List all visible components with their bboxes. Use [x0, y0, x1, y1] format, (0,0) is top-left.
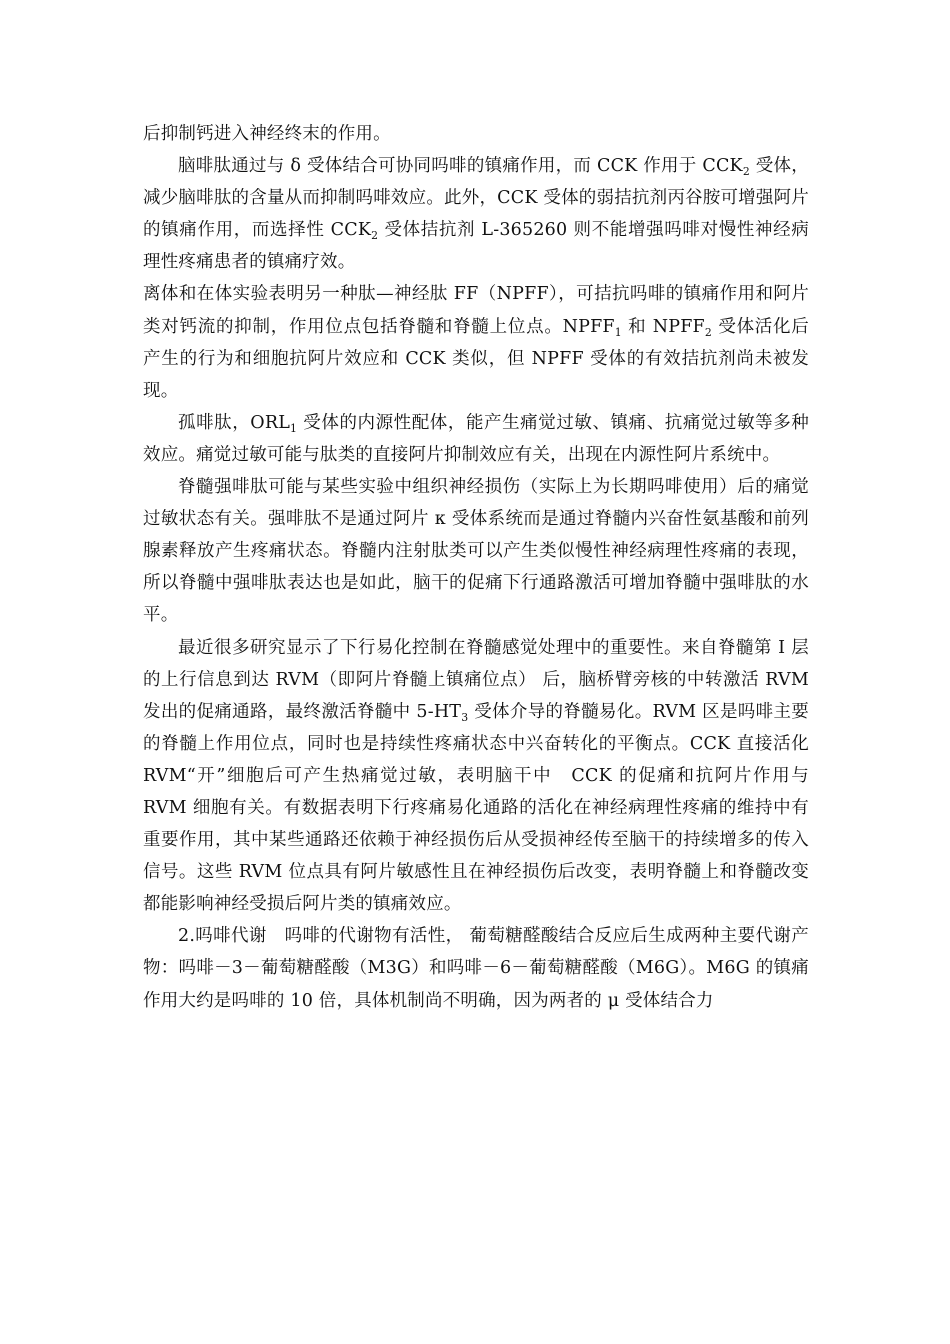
text-run: 后抑制钙进入神经终末的作用。 [143, 124, 391, 144]
subscript: 3 [461, 710, 469, 724]
subscript: 1 [290, 421, 298, 435]
text-run: 孤啡肽，ORL [178, 412, 291, 433]
subscript: 2 [704, 325, 713, 339]
text-run: 受体介导的脊髓易化。RVM 区是吗啡主要的脊髓上作用位点，同时也是持续性疼痛状态中兴奋转化的平衡点。CCK 直接活化 RVM“开”细胞后可产生热痛觉过敏，表明脑干中 CCK 的促痛和抗阿片作用与 RVM 细胞有关。有数据表明下行疼痛易化通路的活化在神经病理性疼痛的维持中有重要作用，其中某些通路还依赖于神经损伤后从受损神经传至脑干的持续增多的传入信号。这些 RVM 位点具有阿片敏感性且在神经损伤后改变，表明脊髓上和脊髓改变都能影响神经受损后阿片类的镇痛效应。 [143, 701, 810, 915]
text-run: 2.吗啡代谢 吗啡的代谢物有活性， 葡萄糖醛酸结合反应后生成两种主要代谢产物：吗啡－3－葡萄糖醛酸（M3G）和吗啡－6－葡萄糖醛酸（M6G）。M6G 的镇痛作用大约是吗啡的 10 倍，具体机制尚不明确，因为两者的 μ 受体结合力 [143, 926, 809, 1011]
text-run: 脑啡肽通过与 δ 受体结合可协同吗啡的镇痛作用，而 CCK 作用于 CCK [178, 156, 743, 177]
subscript: 2 [742, 164, 750, 178]
text-run: 脊髓强啡肽可能与某些实验中组织神经损伤（实际上为长期吗啡使用）后的痛觉过敏状态有关。强啡肽不是通过阿片 κ 受体系统而是通过脊髓内兴奋性氨基酸和前列腺素释放产生疼痛状态。脊髓内注射肽类可以产生类似慢性神经病理性疼痛的表现，所以脊髓中强啡肽表达也是如此，脑干的促痛下行通路激活可增加脊髓中强啡肽的水平。 [143, 477, 809, 626]
document-body-text [143, 118, 809, 1017]
text-run: 最近很多研究显示了下行易化控制在脊髓感觉处理中的重要性。来自脊髓第 I 层的上行信息到达 RVM（即阿片脊髓上镇痛位点） 后，脑桥臂旁核的中转激活 RVM 发出的促痛通路，最终激活脊髓中 5-HT [143, 637, 809, 722]
text-run: 受体，减少脑啡肽的含量从而抑制吗啡效应。此外，CCK 受体的弱拮抗剂丙谷胺可增强阿片的镇痛作用，而选择性 CCK [143, 156, 809, 241]
text-run: 受体拮抗剂 L-365260 则不能增强吗啡对慢性神经病理性疼痛患者的镇痛疗效。 [143, 220, 810, 273]
subscript: 2 [371, 229, 379, 243]
paragraph [143, 118, 809, 150]
text-run: 受体的内源性配体，能产生痛觉过敏、镇痛、抗痛觉过敏等多种效应。痛觉过敏可能与肽类的直接阿片抑制效应有关，出现在内源性阿片系统中。 [143, 412, 809, 465]
text-run: 离体和在体实验表明另一种肽—神经肽 FF（NPFF），可拮抗吗啡的镇痛作用和阿片类对钙流的抑制，作用位点包括脊髓和脊髓上位点。NPFF [143, 284, 809, 337]
paragraph [143, 632, 809, 921]
paragraph [143, 407, 809, 471]
paragraph [143, 471, 809, 631]
paragraph [143, 920, 809, 1016]
subscript: 1 [614, 325, 622, 339]
paragraph [143, 150, 809, 278]
text-run: 受体活化后产生的行为和细胞抗阿片效应和 CCK 类似，但 NPFF 受体的有效拮抗剂尚未被发现。 [143, 316, 809, 401]
paragraph [143, 278, 809, 406]
text-run: 和 NPFF [621, 316, 705, 337]
